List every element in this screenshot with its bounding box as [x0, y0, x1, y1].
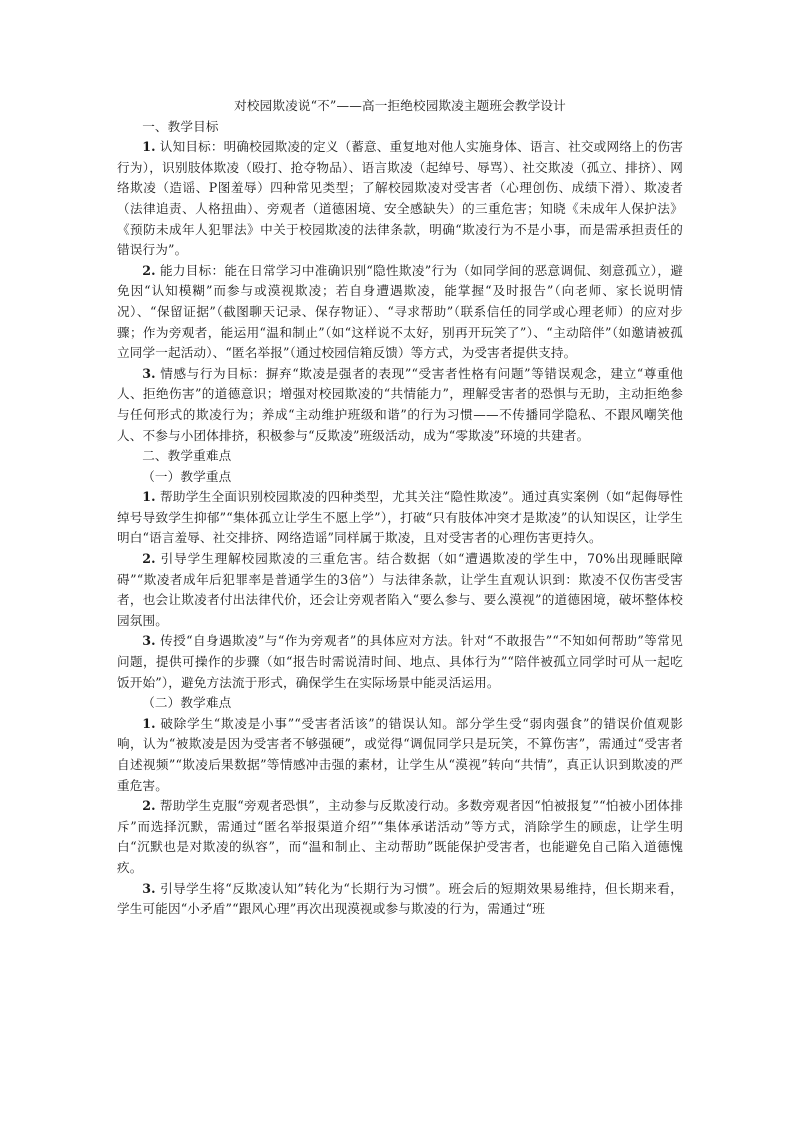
item-number: 2.	[142, 551, 156, 567]
item-number: 1.	[142, 139, 156, 155]
item-number: 3.	[142, 633, 156, 649]
paragraph-text: 引导学生理解校园欺凌的三重危害。结合数据（如“遭遇欺凌的学生中，70%出现睡眠障碍”“欺凌者成年后犯罪率是普通学生的3倍”）与法律条款，让学生直观认识到：欺凌不仅伤害受害者，也会让欺凌者付出法律代价，还会让旁观者陷入“要么参与、要么漠视”的道德困境，破坏整体校园氛围。	[117, 551, 683, 628]
item-number: 3.	[142, 365, 156, 381]
paragraph-text: 破除学生“欺凌是小事”“受害者活该”的错误认知。部分学生受“弱肉强食”的错误价值观影响，认为“被欺凌是因为受害者不够强硬”，或觉得“调侃同学只是玩笑，不算伤害”，需通过“受害者自述视频”“欺凌后果数据”等情感冲击强的素材，让学生从“漠视”转向“共情”，真正认识到欺凌的严重危害。	[117, 715, 683, 793]
goal-ability	[117, 261, 683, 364]
difficult-point-3	[117, 879, 683, 920]
subsection-heading-key-points: （一）教学重点	[142, 468, 232, 484]
paragraph-text: 能力目标：能在日常学习中准确识别“隐性欺凌”行为（如同学间的恶意调侃、刻意孤立），避免因“认知模糊”而参与或漠视欺凌；若自身遭遇欺凌，能掌握“及时报告”（向老师、家长说明情况）、“保留证据”（截图聊天记录、保存物证）、“寻求帮助”（联系信任的同学或心理老师）的应对步骤；作为旁观者，能运用“温和制止”（如“这样说不太好，别再开玩笑了”）、“主动陪伴”（如邀请被孤立同学一起活动）、“匿名举报”（通过校园信箱反馈）等方式，为受害者提供支持。	[117, 262, 683, 361]
paragraph-text: 帮助学生全面识别校园欺凌的四种类型，尤其关注“隐性欺凌”。通过真实案例（如“起侮辱性绰号导致学生抑郁”“集体孤立让学生不愿上学”），打破“只有肢体冲突才是欺凌”的认知误区，让学生明白“语言羞辱、社交排挤、网络造谣”同样属于欺凌，且对受害者的心理伤害更持久。	[117, 489, 683, 546]
item-number: 2.	[142, 262, 156, 278]
document-title: 对校园欺凌说“不”——高一拒绝校园欺凌主题班会教学设计	[234, 98, 566, 113]
goal-emotion-behavior	[117, 364, 683, 446]
paragraph-text: 引导学生将“反欺凌认知”转化为“长期行为习惯”。班会后的短期效果易维持，但长期来看，学生可能因“小矛盾”“跟风心理”再次出现漠视或参与欺凌的行为，需通过“班	[117, 880, 683, 917]
key-point-1	[117, 487, 683, 549]
difficult-point-1	[117, 714, 683, 796]
item-number: 1.	[142, 489, 156, 505]
goal-cognitive	[117, 137, 683, 261]
section-heading-key-difficult-points: 二、教学重难点	[142, 448, 232, 464]
document-page	[117, 96, 683, 920]
subsection-heading-difficult-points: （二）教学难点	[142, 695, 232, 711]
item-number: 1.	[142, 715, 156, 731]
key-point-2	[117, 549, 683, 631]
item-number: 2.	[142, 798, 156, 814]
paragraph-text: 传授“自身遇欺凌”与“作为旁观者”的具体应对方法。针对“不敢报告”“不知如何帮助”等常见问题，提供可操作的步骤（如“报告时需说清时间、地点、具体行为”“陪伴被孤立同学时可从一起吃饭开始”），避免方法流于形式，确保学生在实际场景中能灵活运用。	[117, 633, 683, 690]
item-number: 3.	[142, 880, 156, 896]
key-point-3	[117, 631, 683, 693]
paragraph-text: 认知目标：明确校园欺凌的定义（蓄意、重复地对他人实施身体、语言、社交或网络上的伤害行为），识别肢体欺凌（殴打、抢夺物品）、语言欺凌（起绰号、辱骂）、社交欺凌（孤立、排挤）、网络欺凌（造谣、P图羞辱）四种常见类型；了解校园欺凌对受害者（心理创伤、成绩下滑）、欺凌者（法律追责、人格扭曲）、旁观者（道德困境、安全感缺失）的三重危害；知晓《未成年人保护法》《预防未成年人犯罪法》中关于校园欺凌的法律条款，明确“欺凌行为不是小事，而是需承担责任的错误行为”。	[117, 139, 683, 258]
paragraph-text: 帮助学生克服“旁观者恐惧”，主动参与反欺凌行动。多数旁观者因“怕被报复”“怕被小团体排斥”而选择沉默，需通过“匿名举报渠道介绍”“集体承诺活动”等方式，消除学生的顾虑，让学生明白“沉默也是对欺凌的纵容”，而“温和制止、主动帮助”既能保护受害者，也能避免自己陷入道德愧疚。	[117, 798, 683, 875]
section-heading-teaching-goals: 一、教学目标	[142, 118, 219, 134]
difficult-point-2	[117, 796, 683, 878]
paragraph-text: 情感与行为目标：摒弃“欺凌是强者的表现”“受害者性格有问题”等错误观念，建立“尊重他人、拒绝伤害”的道德意识；增强对校园欺凌的“共情能力”，理解受害者的恐惧与无助，主动拒绝参与任何形式的欺凌行为；养成“主动维护班级和谐”的行为习惯——不传播同学隐私、不跟风嘲笑他人、不参与小团体排挤，积极参与“反欺凌”班级活动，成为“零欺凌”环境的共建者。	[117, 365, 683, 443]
